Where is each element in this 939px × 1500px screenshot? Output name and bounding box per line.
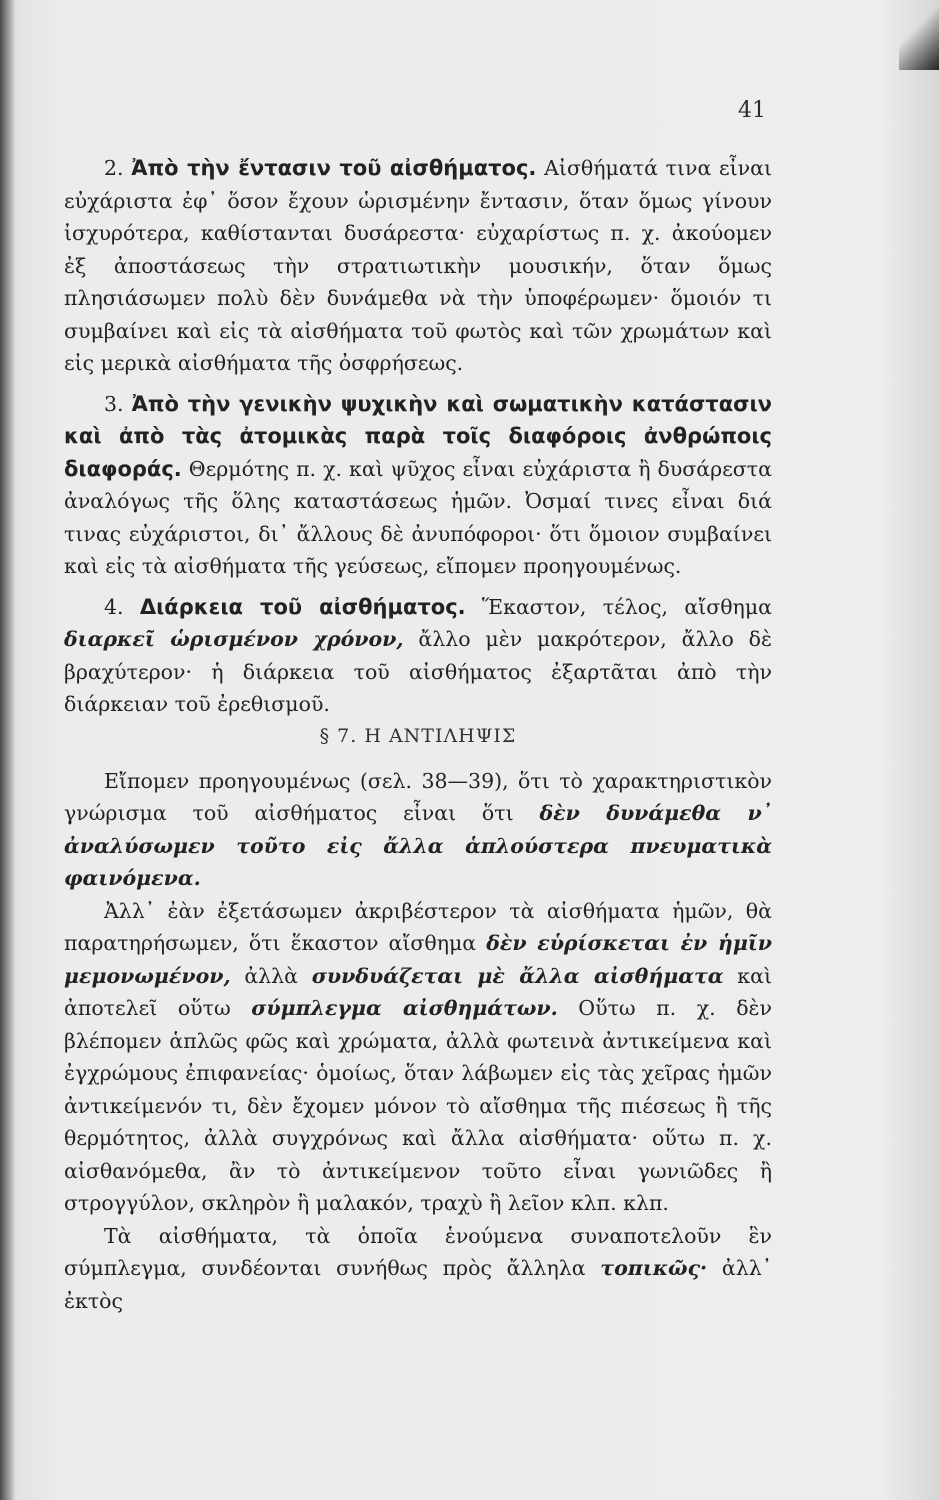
paragraph-text: Τὰ αἰσθήματα, τὰ ὁποῖα ἑνούμενα συναποτελοῦν ἓν σύμπλεγμα, συνδέονται συνήθως πρὸς ἄλληλα xyxy=(64,1223,772,1280)
emphasized-text: διαρκεῖ ὡρισμένον χρόνον, xyxy=(64,627,404,651)
paragraph-heading: Διάρκεια τοῦ αἰσθήματος. xyxy=(139,594,466,619)
paragraph-text: ἀλλ᾽ ἐκτὸς xyxy=(64,1256,772,1313)
book-binding-edge xyxy=(0,0,14,1500)
paragraph-text: Ἕκαστον, τέλος, αἴσθημα xyxy=(465,594,772,619)
paragraph-heading: Ἀπὸ τὴν ἔντασιν τοῦ αἰσθήματος. xyxy=(131,156,537,180)
paragraph-text: Ἀλλ᾽ ἐὰν ἐξετάσωμεν ἀκριβέστερον τὰ αἰσθήματα ἡμῶν, θὰ παρατηρήσωμεν, ὅτι ἕκαστον αἴσθημα xyxy=(64,898,772,955)
paragraph-text: ἄλλο μὲν μακρότερον, ἄλλο δὲ βραχύτερον· ἡ διάρκεια τοῦ αἰσθήματος ἐξαρτᾶται ἀπὸ τὴν διάρκειαν τοῦ ἐρεθισμοῦ. xyxy=(64,627,772,716)
emphasized-text: δὲν εὑρίσκεται ἐν ἡμῖν μεμονωμένον, xyxy=(64,931,772,988)
page-number: 41 xyxy=(738,98,766,123)
emphasized-text: συνδυάζεται μὲ ἄλλα αἰσθήματα xyxy=(311,963,724,988)
paragraph-text: Αἰσθήματά τινα εἶναι εὐχάριστα ἐφ᾽ ὅσον ἔχουν ὡρισμένην ἔντασιν, ὅταν ὅμως γίνουν ἰσχυρότερα, καθίστανται δυσάρεστα· εὐχαρίστως π. χ. ἀκούομεν ἐξ ἀποστάσεως τὴν στρατιωτικὴν μουσικήν, ὅταν ὅμως πλησιάσωμεν πολὺ δὲν δυνάμεθα νὰ τὴν ὑποφέρωμεν· ὅμοιόν τι συμβαίνει καὶ εἰς τὰ αἰσθήματα τοῦ φωτὸς καὶ τῶν χρωμάτων καὶ εἰς μερικὰ αἰσθήματα τῆς ὀσφρήσεως. xyxy=(64,156,773,375)
paragraph-heading: Ἀπὸ τὴν γενικὴν ψυχικὴν καὶ σωματικὴν κατάστασιν καὶ ἀπὸ τὰς ἀτομικὰς παρὰ τοῖς διαφόροις ἀνθρώποις διαφοράς. xyxy=(64,391,772,481)
paragraph-text: Οὕτω π. χ. δὲν βλέπομεν ἁπλῶς φῶς καὶ χρώματα, ἀλλὰ φωτεινὰ ἀντικείμενα καὶ ἐγχρώμους ἐπιφανείας· ὁμοίως, ὅταν λάβωμεν εἰς τὰς χεῖρας ἡμῶν ἀντικείμενόν τι, δὲν ἔχομεν μόνον τὸ αἴσθημα τῆς πιέσεως ἢ τῆς θερμότητος, ἀλλὰ συγχρόνως καὶ ἄλλα αἰσθήματα· οὕτω π. χ. αἰσθανόμεθα, ἂν τὸ ἀντικείμενον τοῦτο εἶναι γωνιῶδες ἢ στρογγύλον, σκληρὸν ἢ μαλακόν, τραχὺ ἢ λεῖον κλπ. κλπ. xyxy=(64,996,772,1215)
paragraph-text: Εἴπομεν προηγουμένως (σελ. 38—39), ὅτι τὸ χαρακτηριστικὸν γνώρισμα τοῦ αἰσθήματος εἶναι ὅτι xyxy=(64,768,772,825)
page-body xyxy=(64,152,772,1317)
emphasized-text: δὲν δυνάμεθα ν᾽ ἀναλύσωμεν τοῦτο εἰς ἄλλα ἁπλούστερα πνευματικὰ φαινόμενα. xyxy=(64,801,772,890)
paragraph-spatial xyxy=(64,1220,772,1318)
paragraph-intensity xyxy=(64,152,772,380)
item-number: 4. xyxy=(104,594,124,619)
paragraph-text: ἀλλὰ xyxy=(230,963,312,988)
paragraph-text: Θερμότης π. χ. καὶ ψῦχος εἶναι εὐχάριστα ἢ δυσάρεστα ἀναλόγως τῆς ὅλης καταστάσεως ἡμῶν. Ὀσμαί τινες εἶναι διά τινας εὐχάριστοι, δι᾽ ἄλλους δὲ ἀνυπόφοροι· ὅτι ὅμοιον συμβαίνει καὶ εἰς τὰ αἰσθήματα τῆς γεύσεως, εἴπομεν προηγουμένως. xyxy=(64,456,772,578)
paragraph-general-state xyxy=(64,388,772,583)
paragraph-text: καὶ ἀποτελεῖ οὕτω xyxy=(64,963,772,1020)
paragraph-duration xyxy=(64,591,772,721)
paragraph-perception-intro xyxy=(64,765,772,895)
paragraph-complex xyxy=(64,895,772,1220)
emphasized-text: τοπικῶς· xyxy=(600,1256,708,1280)
corner-shadow xyxy=(899,0,939,70)
item-number: 2. xyxy=(104,156,124,180)
emphasized-text: σύμπλεγμα αἰσθημάτων. xyxy=(251,996,558,1020)
section-title: § 7. Η ΑΝΤΙΛΗΨΙΣ xyxy=(319,724,517,747)
item-number: 3. xyxy=(104,391,124,416)
